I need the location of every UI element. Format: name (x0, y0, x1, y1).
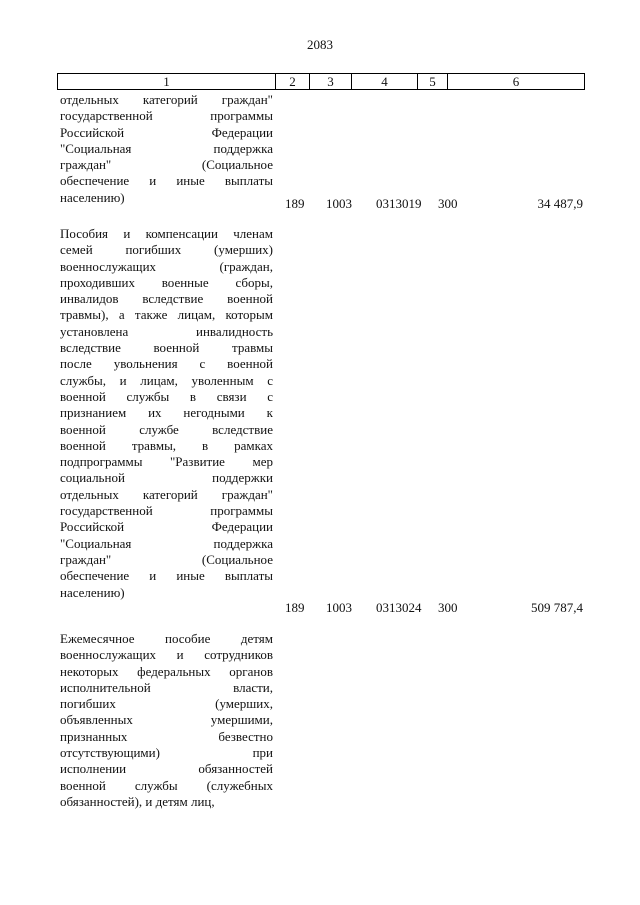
column-header-2: 2 (276, 74, 310, 90)
text-line: обеспечение и иные выплаты (60, 173, 273, 189)
text-line: службы, и лицам, уволенным с (60, 372, 273, 388)
text-line: государственной программы (60, 503, 273, 519)
col6-value: 34 487,9 (537, 196, 583, 211)
text-line: Ежемесячное пособие детям (60, 631, 273, 646)
text-line: отдельных категорий граждан" (60, 92, 273, 107)
col4-value: 0313019 (376, 196, 422, 211)
text-line: военной службе вследствие (60, 421, 273, 437)
row-description (60, 226, 273, 601)
text-line: подпрограммы "Развитие мер (60, 454, 273, 470)
text-line: граждан" (Социальное (60, 157, 273, 173)
column-header-row (58, 74, 585, 90)
column-header-1: 1 (58, 74, 276, 90)
column-header-table (57, 73, 585, 90)
col2-value: 189 (285, 600, 305, 615)
text-line: военной службы (служебных (60, 777, 273, 793)
column-header-4: 4 (352, 74, 418, 90)
text-line: "Социальная поддержка (60, 535, 273, 551)
text-line: проходивших военные сборы, (60, 274, 273, 290)
row-description (60, 92, 273, 206)
col5-value: 300 (438, 600, 458, 615)
text-line: Российской Федерации (60, 124, 273, 140)
text-line: отдельных категорий граждан" (60, 486, 273, 502)
text-line: военной службы в связи с (60, 388, 273, 404)
col2-value: 189 (285, 196, 305, 211)
text-line: социальной поддержки (60, 470, 273, 486)
text-line: после увольнения с военной (60, 356, 273, 372)
text-line: населению) (60, 189, 125, 205)
column-header-3: 3 (310, 74, 352, 90)
text-line: исполнении обязанностей (60, 761, 273, 777)
text-line: граждан" (Социальное (60, 551, 273, 567)
col3-value: 1003 (326, 196, 352, 211)
text-line: государственной программы (60, 108, 273, 124)
text-line: военной травмы, в рамках (60, 437, 273, 453)
text-line: исполнительной власти, (60, 679, 273, 695)
text-line: Российской Федерации (60, 519, 273, 535)
row-description (60, 631, 273, 810)
text-line: отсутствующими) при (60, 745, 273, 761)
text-line: населению) (60, 584, 125, 600)
col6-value: 509 787,4 (531, 600, 583, 615)
text-line: Пособия и компенсации членам (60, 226, 273, 241)
col5-value: 300 (438, 196, 458, 211)
text-line: объявленных умершими, (60, 712, 273, 728)
col3-value: 1003 (326, 600, 352, 615)
text-line: "Социальная поддержка (60, 140, 273, 156)
text-line: установлена инвалидность (60, 323, 273, 339)
column-header-5: 5 (418, 74, 448, 90)
text-line: погибших (умерших, (60, 696, 273, 712)
text-line: некоторых федеральных органов (60, 663, 273, 679)
text-line: инвалидов вследствие военной (60, 291, 273, 307)
col4-value: 0313024 (376, 600, 422, 615)
text-line: признанных безвестно (60, 728, 273, 744)
text-line: признанием их негодными к (60, 405, 273, 421)
text-line: военнослужащих и сотрудников (60, 647, 273, 663)
text-line: обязанностей), и детям лиц, (60, 793, 215, 809)
text-line: семей погибших (умерших) (60, 242, 273, 258)
column-header-6: 6 (448, 74, 585, 90)
page-number: 2083 (307, 37, 333, 52)
text-line: военнослужащих (граждан, (60, 258, 273, 274)
text-line: обеспечение и иные выплаты (60, 568, 273, 584)
text-line: вследствие военной травмы (60, 340, 273, 356)
text-line: травмы), а также лицам, которым (60, 307, 273, 323)
